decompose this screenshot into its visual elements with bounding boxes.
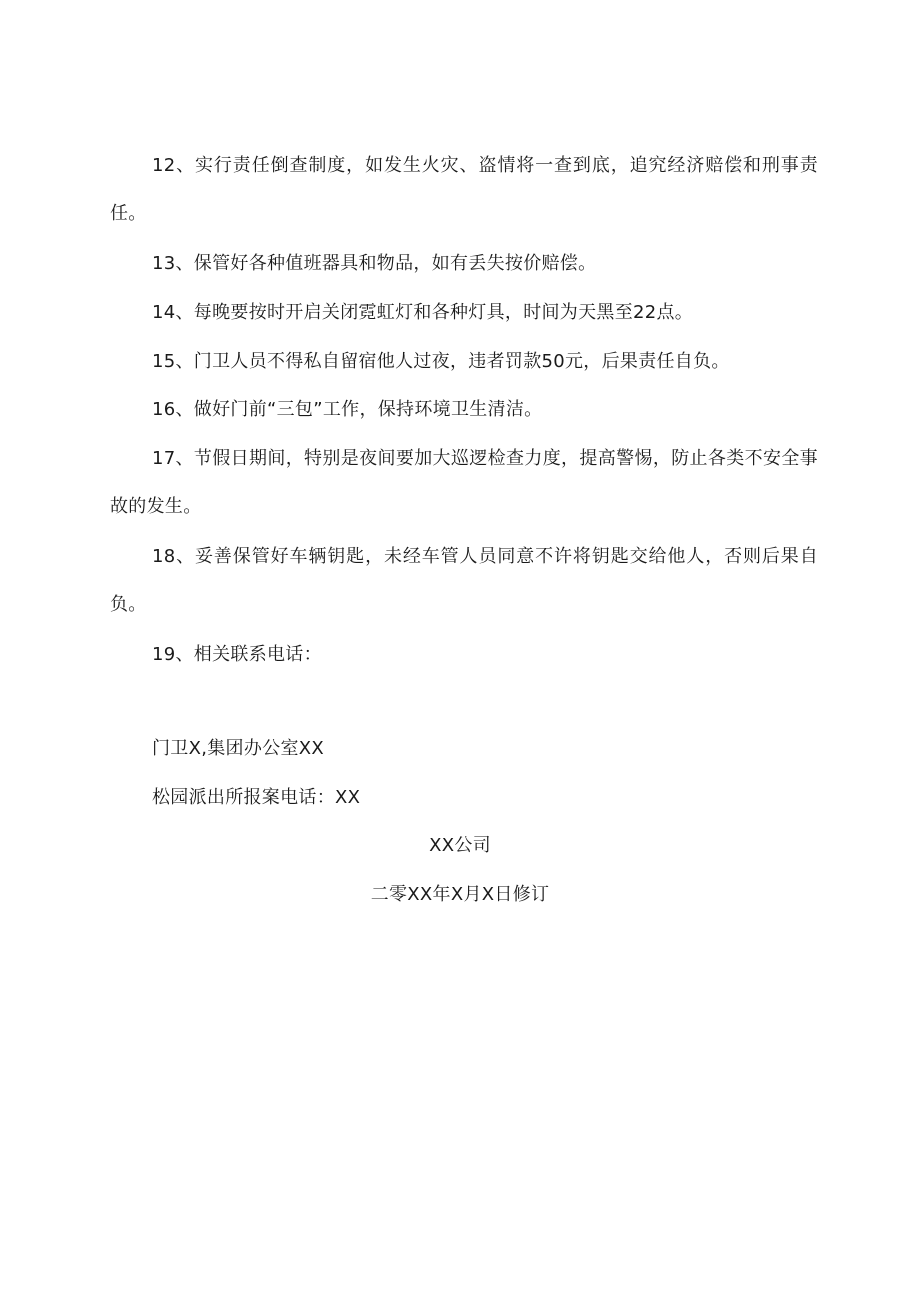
rule-item-12: 12、实行责任倒查制度，如发生火灾、盗情将一查到底，追究经济赔偿和刑事责任。 — [110, 155, 818, 224]
signature-company: XX公司 — [429, 835, 491, 856]
contact-guard-office: 门卫X,集团办公室XX — [152, 738, 325, 759]
rule-item-14: 14、每晚要按时开启关闭霓虹灯和各种灯具，时间为天黑至22点。 — [152, 302, 694, 323]
rule-item-19: 19、相关联系电话： — [152, 644, 322, 665]
rule-item-18: 18、妥善保管好车辆钥匙，未经车管人员同意不许将钥匙交给他人，否则后果自负。 — [110, 546, 818, 615]
rule-item-13: 13、保管好各种值班器具和物品，如有丢失按价赔偿。 — [152, 253, 597, 274]
rule-item-15: 15、门卫人员不得私自留宿他人过夜，违者罚款50元，后果责任自负。 — [152, 351, 730, 372]
contact-police: 松园派出所报案电话：XX — [152, 787, 361, 808]
rule-item-17: 17、节假日期间，特别是夜间要加大巡逻检查力度，提高警惕，防止各类不安全事故的发生。 — [110, 448, 818, 517]
signature-date: 二零XX年X月X日修订 — [370, 884, 550, 905]
rule-item-16: 16、做好门前“三包”工作，保持环境卫生清洁。 — [152, 399, 543, 420]
